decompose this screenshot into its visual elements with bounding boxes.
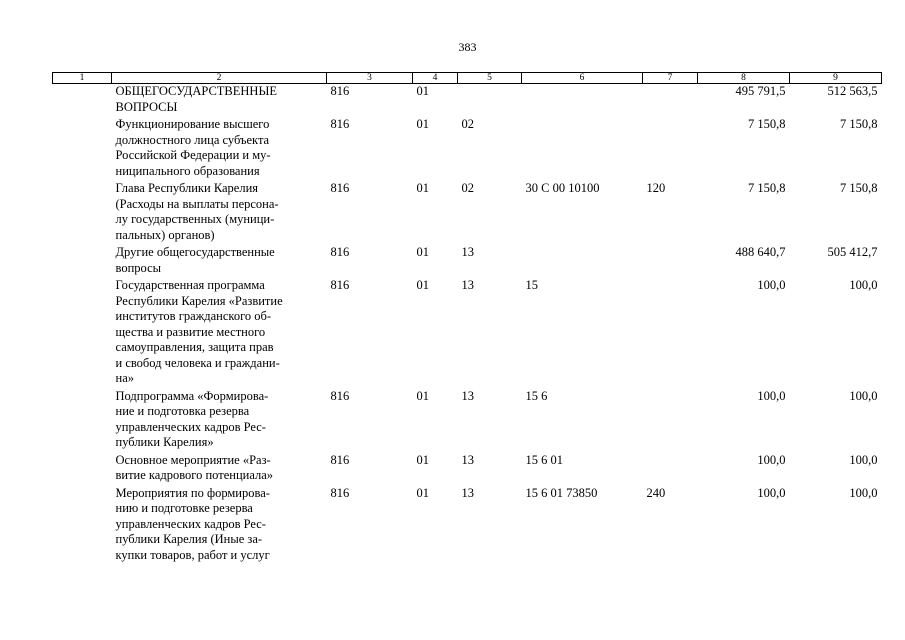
row-name-line: ВОПРОСЫ	[115, 99, 178, 114]
column-header: 7	[643, 73, 698, 84]
row-subsection-code: 13	[461, 278, 474, 292]
row-name	[112, 486, 327, 566]
row-section-code: 01	[416, 452, 429, 467]
row-target-article: 15 6 01 73850	[525, 485, 598, 500]
row-target-article: 15	[525, 278, 538, 292]
row-name	[112, 245, 327, 278]
row-subsection-code: 13	[461, 452, 474, 467]
row-empty-cell	[53, 278, 112, 389]
row-target-article	[522, 84, 643, 118]
row-name-line: щества и развитие местного	[115, 324, 266, 339]
row-empty-cell	[53, 117, 112, 181]
table-row	[53, 389, 882, 453]
column-number-header	[53, 73, 882, 84]
row-name-line: Глава Республики Карелия	[115, 181, 259, 195]
column-header: 5	[458, 73, 522, 84]
row-ved-code: 816	[330, 278, 350, 292]
row-name-line: самоуправления, защита прав	[115, 340, 274, 354]
row-name	[112, 278, 327, 389]
row-name-line: ние и подготовка резерва	[115, 404, 250, 418]
table-row	[53, 117, 882, 181]
row-empty-cell	[53, 453, 112, 486]
row-target-article	[522, 117, 643, 181]
row-name-line: публики Карелия (Иные за-	[115, 532, 263, 546]
row-name-line: и свобод человека и граждани-	[115, 355, 280, 370]
row-empty-cell	[53, 486, 112, 566]
page-number: 383	[458, 40, 477, 54]
row-name-line: публики Карелия»	[115, 435, 214, 449]
row-name-line: купки товаров, работ и услуг	[115, 547, 270, 562]
row-ved-code: 816	[330, 485, 350, 500]
column-header: 6	[522, 73, 643, 84]
row-name-line: Основное мероприятие «Раз-	[115, 452, 271, 467]
budget-table	[52, 72, 882, 565]
row-name-line: Мероприятия по формирова-	[115, 485, 270, 500]
row-name-line: должностного лица субъекта	[115, 132, 270, 147]
table-row	[53, 453, 882, 486]
row-name	[112, 389, 327, 453]
row-empty-cell	[53, 245, 112, 278]
row-name	[112, 453, 327, 486]
row-ved-code: 816	[330, 117, 350, 131]
table-row	[53, 181, 882, 245]
row-sum-year1: 488 640,7	[735, 245, 786, 259]
row-sum-year2: 100,0	[849, 278, 878, 292]
table-row	[53, 278, 882, 389]
row-name-line: Подпрограмма «Формирова-	[115, 388, 269, 403]
row-subsection-code: 02	[461, 181, 474, 195]
row-subsection-code: 13	[461, 245, 474, 259]
column-header: 4	[413, 73, 458, 84]
row-sum-year2: 7 150,8	[840, 117, 878, 131]
row-ved-code: 816	[330, 181, 350, 195]
column-header: 9	[790, 73, 882, 84]
table-row	[53, 486, 882, 566]
row-subsection-code: 13	[461, 388, 474, 403]
row-expense-type: 240	[646, 485, 666, 500]
row-name-line: лу государственных (муници-	[115, 212, 275, 226]
row-section-code: 01	[416, 278, 429, 292]
row-name-line: нию и подготовке резерва	[115, 501, 253, 515]
row-subsection-code	[458, 84, 522, 118]
row-section-code: 01	[416, 245, 429, 259]
row-sum-year2: 7 150,8	[840, 181, 878, 195]
table-row	[53, 84, 882, 118]
row-ved-code: 816	[330, 452, 350, 467]
row-sum-year1: 100,0	[757, 278, 786, 292]
row-expense-type	[643, 117, 698, 181]
row-ved-code: 816	[330, 245, 350, 259]
column-header: 1	[53, 73, 112, 84]
row-name-line: Другие общегосударственные	[115, 245, 275, 259]
row-empty-cell	[53, 84, 112, 118]
row-ved-code: 816	[330, 388, 350, 403]
row-sum-year2: 512 563,5	[827, 84, 878, 98]
row-name-line: Функционирование высшего	[115, 117, 270, 131]
row-sum-year1: 7 150,8	[748, 117, 786, 131]
row-sum-year2: 100,0	[849, 485, 878, 500]
row-expense-type	[643, 84, 698, 118]
row-sum-year2: 100,0	[849, 388, 878, 403]
column-header: 2	[112, 73, 327, 84]
row-sum-year1: 495 791,5	[735, 84, 786, 98]
row-name-line: витие кадрового потенциала»	[115, 468, 274, 482]
row-name-line: ОБЩЕГОСУДАРСТВЕННЫЕ	[115, 84, 277, 98]
row-section-code: 01	[416, 388, 429, 403]
row-sum-year1: 100,0	[757, 452, 786, 467]
row-sum-year1: 100,0	[757, 485, 786, 500]
row-subsection-code: 02	[461, 117, 474, 131]
row-target-article: 15 6 01	[525, 452, 563, 467]
row-expense-type	[643, 453, 698, 486]
row-name-line: пальных) органов)	[115, 227, 215, 242]
row-name-line: управленческих кадров Рес-	[115, 516, 266, 531]
row-name-line: на»	[115, 371, 134, 385]
row-section-code: 01	[416, 84, 429, 98]
row-empty-cell	[53, 389, 112, 453]
row-target-article	[522, 245, 643, 278]
row-ved-code: 816	[330, 84, 350, 98]
row-expense-type	[643, 245, 698, 278]
row-name-line: Республики Карелия «Развитие	[115, 293, 283, 308]
row-sum-year2: 505 412,7	[827, 245, 878, 259]
row-section-code: 01	[416, 181, 429, 195]
row-subsection-code: 13	[461, 485, 474, 500]
row-target-article: 15 6	[525, 388, 548, 403]
row-name	[112, 117, 327, 181]
column-header: 3	[327, 73, 413, 84]
row-expense-type: 120	[646, 181, 666, 195]
row-sum-year1: 100,0	[757, 388, 786, 403]
row-section-code: 01	[416, 117, 429, 131]
row-sum-year2: 100,0	[849, 452, 878, 467]
row-name-line: Российской Федерации и му-	[115, 148, 271, 162]
row-target-article: 30 С 00 10100	[525, 181, 600, 195]
row-expense-type	[643, 389, 698, 453]
row-name-line: Государственная программа	[115, 278, 265, 292]
row-name	[112, 181, 327, 245]
row-name-line: институтов гражданского об-	[115, 309, 272, 323]
row-empty-cell	[53, 181, 112, 245]
row-name-line: (Расходы на выплаты персона-	[115, 196, 279, 211]
row-sum-year1: 7 150,8	[748, 181, 786, 195]
table-row	[53, 245, 882, 278]
row-name	[112, 84, 327, 118]
row-name-line: ниципального образования	[115, 163, 260, 178]
row-section-code: 01	[416, 485, 429, 500]
row-name-line: вопросы	[115, 260, 162, 275]
row-expense-type	[643, 278, 698, 389]
column-header: 8	[698, 73, 790, 84]
row-name-line: управленческих кадров Рес-	[115, 419, 266, 434]
table-body	[53, 84, 882, 566]
